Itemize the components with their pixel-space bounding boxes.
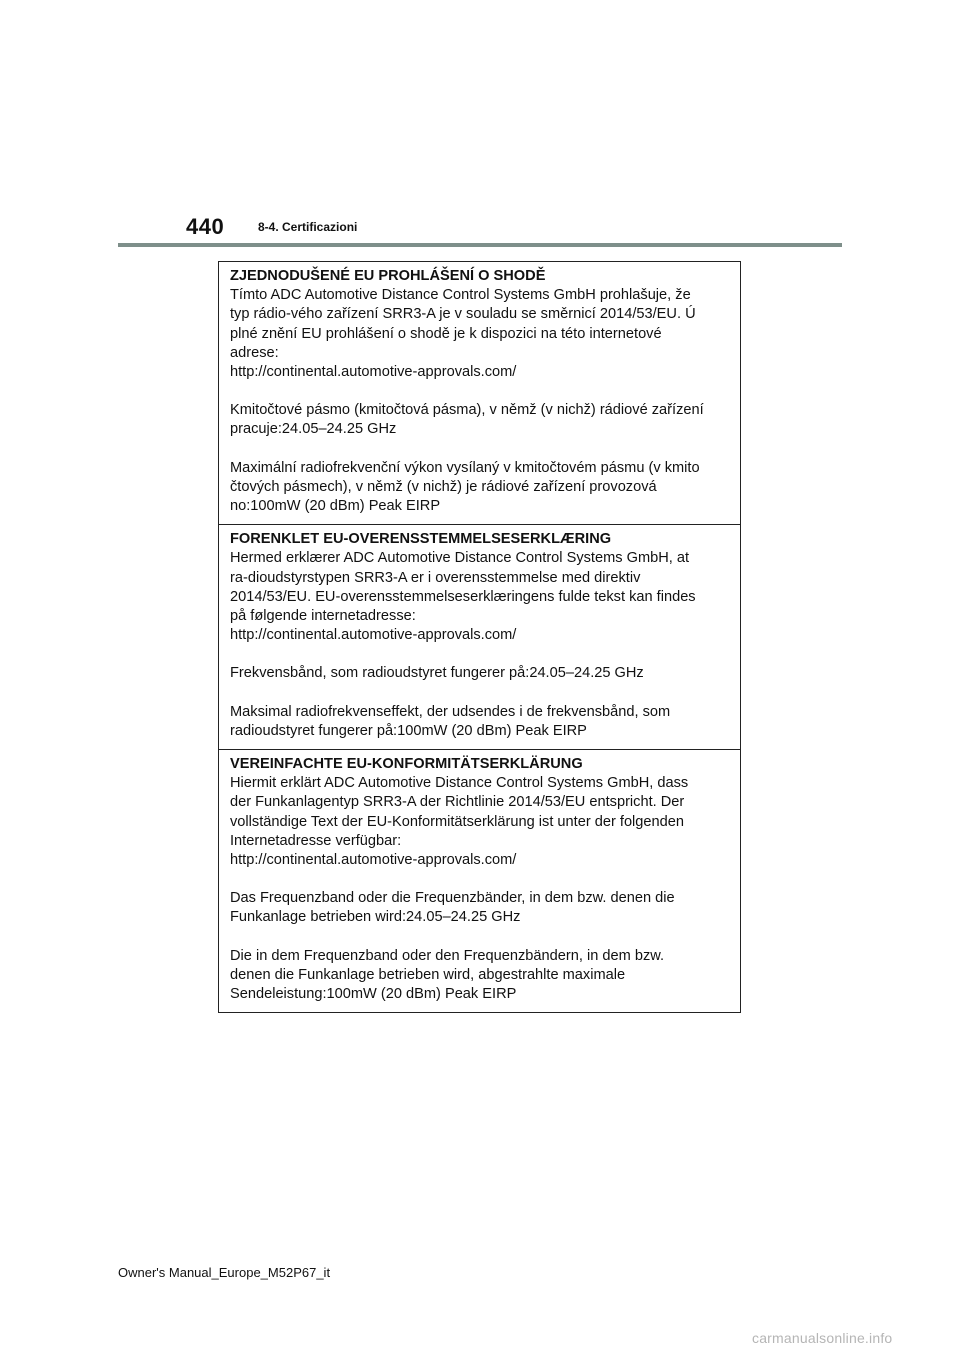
text-line: Internetadresse verfügbar: (230, 832, 402, 849)
text-line: Hiermit erklärt ADC Automotive Distance Control Systems GmbH, dass (230, 775, 689, 792)
frequency-band-text (230, 401, 730, 439)
declaration-intro (230, 286, 730, 382)
text-line: čtových pásmech), v němž (v nichž) je rádiové zařízení provozová (230, 478, 657, 495)
text-line: på følgende internetadresse: (230, 608, 416, 625)
text-line: Hermed erklærer ADC Automotive Distance Control Systems GmbH, at (230, 550, 690, 567)
text-line: radioudstyret fungerer på:100mW (20 dBm) Peak EIRP (230, 722, 587, 739)
text-line: der Funkanlagentyp SRR3-A der Richtlinie 2014/53/EU entspricht. Der (230, 794, 685, 811)
text-line: ra-dioudstyrstypen SRR3-A er i overensstemmelse med direktiv (230, 569, 641, 586)
declaration-heading: FORENKLET EU-OVERENSSTEMMELSESERKLÆRING (230, 531, 612, 548)
text-line: Maximální radiofrekvenční výkon vysílaný v kmitočtovém pásmu (v kmito (230, 459, 700, 476)
frequency-band-text (230, 889, 730, 927)
text-line: Funkanlage betrieben wird:24.05–24.25 GHz (230, 909, 521, 926)
text-line: Tímto ADC Automotive Distance Control Systems GmbH prohlašuje, že (230, 287, 691, 304)
url-text: http://continental.automotive-approvals.com/ (230, 627, 517, 644)
text-line: Das Frequenzband oder die Frequenzbänder, in dem bzw. denen die (230, 890, 675, 907)
frequency-band-text (230, 664, 730, 683)
section-title: 8-4. Certificazioni (258, 220, 358, 234)
declaration-box (218, 261, 741, 1013)
text-line: Maksimal radiofrekvenseffekt, der udsendes i de frekvensbånd, som (230, 703, 671, 720)
text-line: Kmitočtové pásmo (kmitočtová pásma), v němž (v nichž) rádiové zařízení (230, 402, 704, 419)
text-line: vollständige Text der EU-Konformitätserklärung ist unter der folgenden (230, 813, 685, 830)
manual-footer: Owner's Manual_Europe_M52P67_it (118, 1265, 331, 1280)
declaration-intro (230, 774, 730, 870)
page-number: 440 (186, 214, 225, 239)
text-line: Sendeleistung:100mW (20 dBm) Peak EIRP (230, 986, 517, 1003)
text-line: 2014/53/EU. EU-overensstemmelseserklæringens fulde tekst kan findes (230, 588, 696, 605)
text-line: Die in dem Frequenzband oder den Frequenzbändern, in dem bzw. (230, 947, 665, 964)
max-power-text (230, 703, 730, 741)
watermark-text: carmanualsonline.info (752, 1330, 893, 1346)
text-line: plné znění EU prohlášení o shodě je k dispozici na této internetové (230, 325, 662, 342)
max-power-text (230, 459, 730, 517)
url-text: http://continental.automotive-approvals.com/ (230, 364, 517, 381)
max-power-text (230, 947, 730, 1005)
text-line: Frekvensbånd, som radioudstyret fungerer på:24.05–24.25 GHz (230, 665, 644, 682)
declaration-czech (219, 262, 740, 525)
declaration-heading: VEREINFACHTE EU-KONFORMITÄTSERKLÄRUNG (230, 756, 583, 773)
declaration-german (219, 750, 740, 1012)
declaration-danish (219, 525, 740, 750)
header-divider (118, 243, 842, 247)
text-line: typ rádio-vého zařízení SRR3-A je v souladu se směrnicí 2014/53/EU. Ú (230, 306, 696, 323)
text-line: pracuje:24.05–24.25 GHz (230, 421, 397, 438)
declaration-heading: ZJEDNODUŠENÉ EU PROHLÁŠENÍ O SHODĚ (230, 268, 546, 284)
text-line: no:100mW (20 dBm) Peak EIRP (230, 498, 441, 515)
text-line: adrese: (230, 344, 279, 361)
url-text: http://continental.automotive-approvals.com/ (230, 852, 517, 869)
declaration-intro (230, 549, 730, 645)
text-line: denen die Funkanlage betrieben wird, abgestrahlte maximale (230, 966, 626, 983)
